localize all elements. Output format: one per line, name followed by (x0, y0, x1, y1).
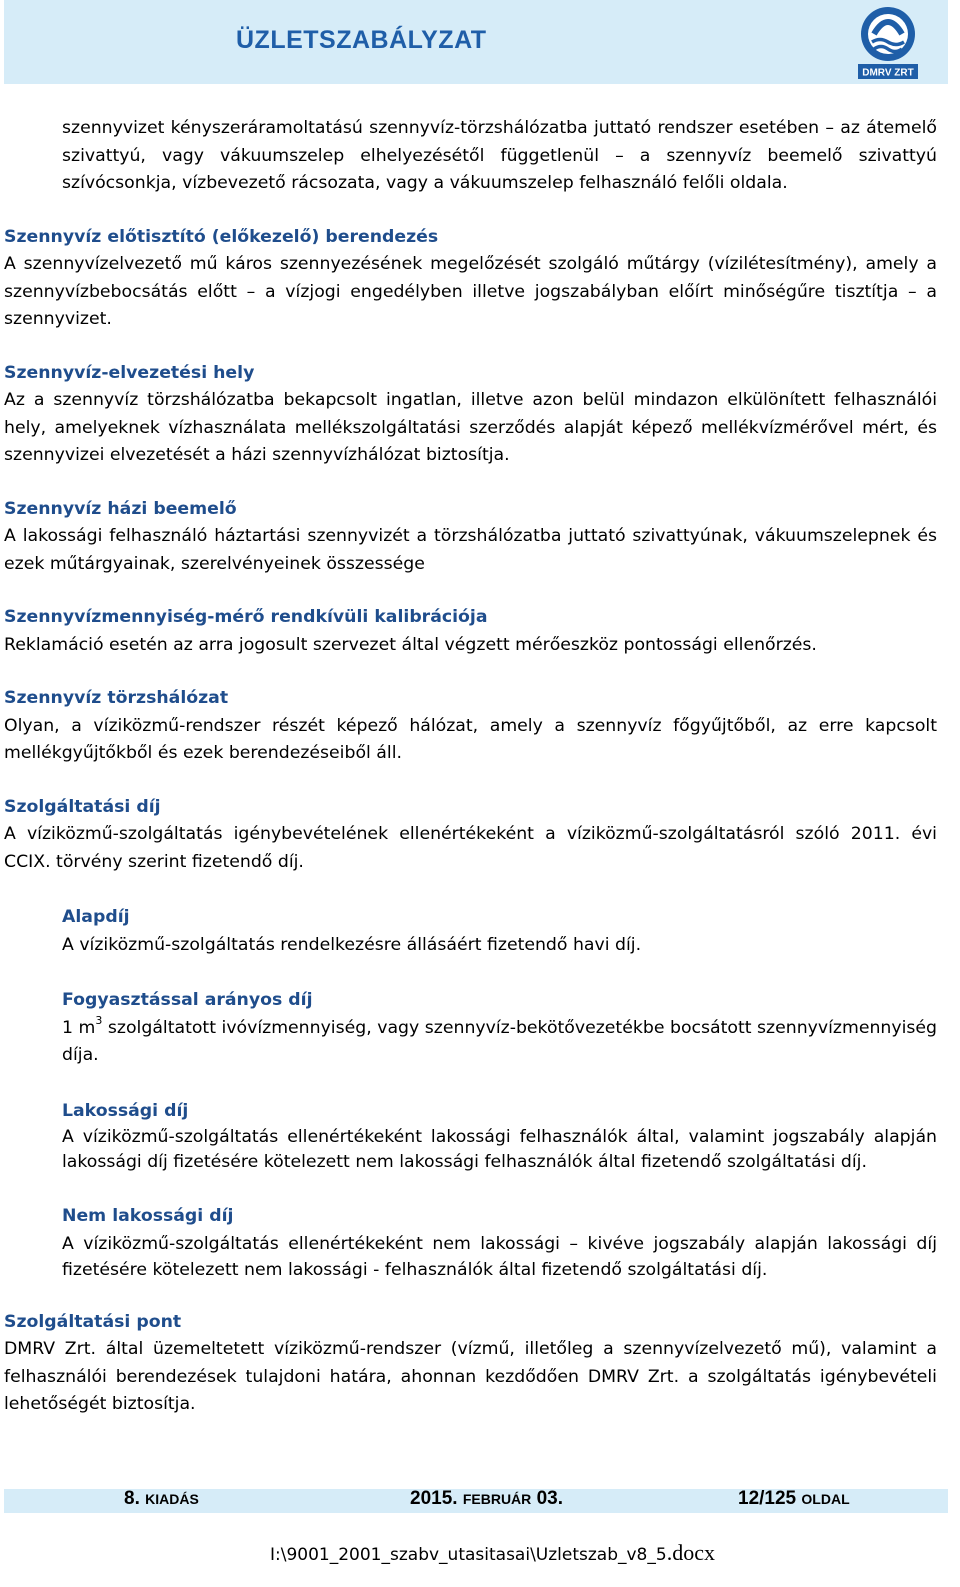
footer-date (410, 1488, 563, 1510)
section-text: A lakossági felhasználó háztartási szennyvizét a törzshálózatba juttató szivattyúnak, vákuumszelepnek és ezek műtárgyainak, szerelvényeinek összessége (4, 526, 937, 574)
footer-page (738, 1488, 850, 1510)
section-heading: Szennyvíz-elvezetési hely (4, 362, 255, 383)
file-path-text: I:\9001_2001_szabv_utasitasai\Uzletszab_v8_5 (270, 1545, 667, 1565)
section-torzshalozat (4, 685, 937, 768)
section-hazi-beemelo (4, 496, 937, 579)
subsection-lakossagi-dij (4, 1098, 937, 1176)
subsection-heading: Nem lakossági díj (62, 1206, 234, 1226)
footer-edition (124, 1488, 199, 1510)
section-heading: Szennyvíz előtisztító (előkezelő) berendezés (4, 226, 439, 247)
subsection-text (62, 1015, 937, 1070)
subsection-fogyasztasi-dij (4, 987, 937, 1070)
subsection-heading: Fogyasztással arányos díj (62, 990, 313, 1010)
subsection-heading: Lakossági díj (62, 1100, 189, 1121)
text-pre: 1 m (62, 1017, 96, 1038)
page-number: 12/125 (738, 1488, 797, 1509)
document-body (4, 115, 937, 1419)
dmrv-logo (856, 4, 920, 80)
subsection-alapdij (4, 904, 937, 959)
section-text: DMRV Zrt. által üzemeltetett víziközmű-rendszer (vízmű, illetőleg a szennyvízelvezető mű), valamint a felhasználói berendezések tulajdoni határa, ahonnan kezdődően DMRV Zrt. a szolgáltatás igénybevételi lehetőségét biztosítja. (4, 1339, 937, 1414)
section-heading: Szolgáltatási pont (4, 1311, 182, 1332)
section-heading: Szolgáltatási díj (4, 796, 161, 817)
section-text: A szennyvízelvezető mű káros szennyezésének megelőzését szolgáló műtárgy (vízilétesítmény), amely a szennyvízbebocsátás előtt – a vízjogi engedélyben illetve jogszabályban előírt minőségűre tisztítja – a szennyvizet. (4, 254, 937, 329)
file-extension: .docx (666, 1540, 715, 1565)
edition-label: KIADÁS (145, 1491, 199, 1507)
subsection-text: A víziközmű-szolgáltatás ellenértékeként nem lakossági – kivéve jogszabály alapján lakossági díj fizetésére kötelezett nem lakossági - felhasználók által fizetendő szolgáltatási díj. (62, 1233, 937, 1280)
section-text: Reklamáció esetén az arra jogosult szervezet által végzett mérőeszköz pontossági ellenőrzés. (4, 634, 817, 655)
text-post: szolgáltatott ivóvízmennyiség, vagy szennyvíz-bekötővezetékbe bocsátott szennyvízmennyiség díja. (62, 1017, 937, 1065)
subsection-heading: Alapdíj (62, 907, 130, 927)
section-elvezetesi-hely (4, 360, 937, 470)
section-text: A víziközmű-szolgáltatás igénybevételének ellenértékeként a víziközmű-szolgáltatásról szóló 2011. évi CCIX. törvény szerint fizetendő díj. (4, 824, 937, 872)
svg-text:DMRV ZRT: DMRV ZRT (862, 67, 914, 79)
page-label: OLDAL (801, 1491, 850, 1507)
subsection-nem-lakossagi-dij (4, 1203, 937, 1283)
section-heading: Szennyvíz törzshálózat (4, 688, 229, 708)
document-title: ÜZLETSZABÁLYZAT (236, 26, 487, 54)
section-heading: Szennyvízmennyiség-mérő rendkívüli kalibrációja (4, 607, 488, 627)
section-heading: Szennyvíz házi beemelő (4, 498, 237, 519)
section-szolgaltatasi-pont (4, 1309, 937, 1419)
date-day: 03. (536, 1488, 563, 1509)
subsection-text: A víziközmű-szolgáltatás rendelkezésre állásáért fizetendő havi díj. (62, 934, 642, 955)
subsection-text: A víziközmű-szolgáltatás ellenértékeként lakossági felhasználók által, valamint jogszabály alapján lakossági díj fizetésére kötelezett nem lakossági felhasználók által fizetendő szolgáltatási díj. (62, 1127, 937, 1172)
date-year: 2015. (410, 1488, 458, 1509)
section-elotisztito (4, 224, 937, 334)
section-text: Olyan, a víziközmű-rendszer részét képező hálózat, amely a szennyvíz főgyűjtőből, az erre kapcsolt mellékgyűjtőkből és ezek berendezéseiből áll. (4, 715, 937, 763)
superscript: 3 (95, 1013, 103, 1027)
date-month: FEBRUÁR (462, 1491, 532, 1507)
section-text: Az a szennyvíz törzshálózatba bekapcsolt ingatlan, illetve azon belül mindazon elkülönített felhasználói hely, amelyeknek vízhasználata mellékszolgáltatási szerződés alapját képező mellékvízmérővel mért, és szennyvizei elvezetését a házi szennyvízhálózat biztosítja. (4, 390, 937, 465)
section-kalibracio (4, 604, 937, 659)
section-szolgaltatasi-dij (4, 794, 937, 877)
file-path (270, 1540, 715, 1566)
intro-paragraph: szennyvizet kényszeráramoltatású szennyvíz-törzshálózatba juttató rendszer esetében – az átemelő szivattyú, vagy vákuumszelep elhelyezésétől függetlenül – a szennyvíz beemelő szivattyú szívócsonkja, vízbevezető rácsozata, vagy a vákuumszelep felhasználó felőli oldala. (62, 118, 937, 193)
edition-number: 8. (124, 1488, 140, 1509)
